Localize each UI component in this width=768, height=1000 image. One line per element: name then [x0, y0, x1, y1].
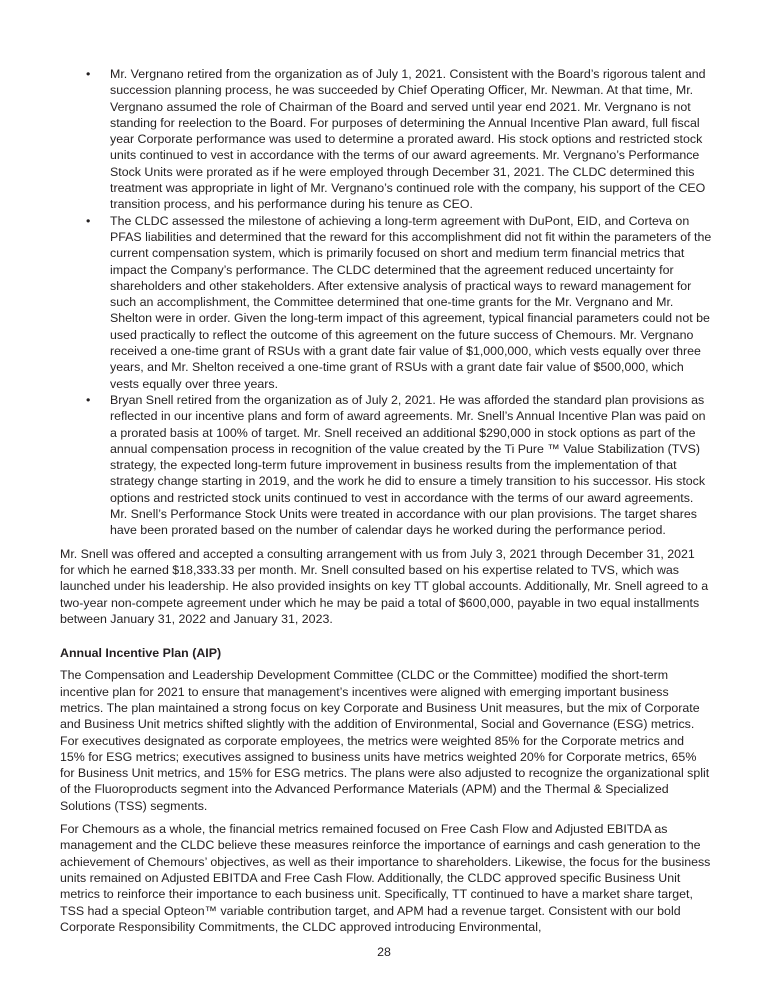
bullet-icon: •	[86, 392, 91, 407]
aip-section-heading: Annual Incentive Plan (AIP)	[60, 646, 222, 661]
document-page	[60, 66, 712, 935]
bullet-text: Bryan Snell retired from the organization as of July 2, 2021. He was afforded the standard plan provisions as reflected in our incentive plans and form of award agreements. Mr. Snell’s Annual Incentive Plan was paid on a prorated basis at 100% of target. Mr. Snell received an additional $290,000 in stock options as part of the annual compensation process in recognition of the value created by the Ti Pure ™ Value Stabilization (TVS) strategy, the expected long-term future improvement in business results from the implementation of that strategy change starting in 2019, and the work he did to ensure a timely transition to his successor. His stock options and restricted stock units continued to vest in accordance with the terms of our award agreements. Mr. Snell’s Performance Stock Units were treated in accordance with our plan provisions. The target shares have been prorated based on the number of calendar days he worked during the performance period.	[110, 392, 706, 538]
snell-consulting-paragraph: Mr. Snell was offered and accepted a consulting arrangement with us from July 3, 2021 through December 31, 2021 for which he earned $18,333.33 per month. Mr. Snell consulted based on his expertise related to TVS, which was launched under his leadership. He also provided insights on key TT global accounts. Additionally, Mr. Snell agreed to a two-year non-compete agreement under which he may be paid a total of $600,000, payable in two equal installments between January 31, 2022 and January 31, 2023.	[60, 546, 709, 626]
retirement-bullet-list	[60, 66, 712, 539]
bullet-item-vergnano-retirement	[60, 66, 712, 213]
bullet-text: The CLDC assessed the milestone of achieving a long-term agreement with DuPont, EID, and Corteva on PFAS liabilities and determined that the reward for this accomplishment did not fit within the parameters of the current compensation system, which is primarily focused on short and medium term financial metrics that impact the Company’s performance. The CLDC determined that the agreement reduced uncertainty for shareholders and other stakeholders. After extensive analysis of practical ways to reward management for such an accomplishment, the Committee determined that one-time grants for the Mr. Vergnano and Mr. Shelton were in order. Given the long-term impact of this agreement, typical financial parameters could not be used practically to reflect the outcome of this agreement on the future success of Chemours. Mr. Vergnano received a one-time grant of RSUs with a grant date fair value of $1,000,000, which vests equally over three years, and Mr. Shelton received a one-time grant of RSUs with a grant date fair value of $500,000, which vests equally over three years.	[110, 213, 712, 391]
bullet-item-snell-retirement	[60, 392, 712, 539]
bullet-item-pfas-agreement-grants	[60, 213, 712, 392]
bullet-icon: •	[86, 67, 91, 81]
aip-paragraph: The Compensation and Leadership Development Committee (CLDC or the Committee) modified the short-term incentive plan for 2021 to ensure that management’s incentives were aligned with emerging important business metrics. The plan maintained a strong focus on key Corporate and Business Unit measures, but the mix of Corporate and Business Unit metrics shifted slightly with the addition of Environmental, Social and Governance (ESG) metrics. For executives designated as corporate employees, the metrics were weighted 85% for the Corporate metrics and 15% for ESG metrics; executives assigned to business units have metrics weighted 20% for Corporate metrics, 65% for Business Unit metrics, and 15% for ESG metrics. The plans were also adjusted to recognize the organizational split of the Fluoroproducts segment into the Advanced Performance Materials (APM) and the Thermal & Specialized Solutions (TSS) segments.	[60, 668, 710, 813]
page-number: 28	[377, 945, 391, 959]
aip-paragraph: For Chemours as a whole, the financial metrics remained focused on Free Cash Flow and Adjusted EBITDA as management and the CLDC believe these measures reinforce the importance of earnings and cash generation to the achievement of Chemours’ objectives, as well as their importance to shareholders. Likewise, the focus for the business units remained on Adjusted EBITDA and Free Cash Flow. Additionally, the CLDC approved specific Business Unit metrics to reinforce their importance to each business unit. Specifically, TT continued to have a market share target, TSS had a special Opteon™ variable contribution target, and APM had a revenue target. Consistent with our bold Corporate Responsibility Commitments, the CLDC approved introducing Environmental,	[60, 822, 711, 934]
bullet-icon: •	[86, 213, 91, 228]
bullet-text: Mr. Vergnano retired from the organization as of July 1, 2021. Consistent with the Board’s rigorous talent and succession planning process, he was succeeded by Chief Operating Officer, Mr. Newman. At that time, Mr. Vergnano assumed the role of Chairman of the Board and served until year end 2021. Mr. Vergnano is not standing for reelection to the Board. For purposes of determining the Annual Incentive Plan award, full fiscal year Corporate performance was used to determine a prorated award. His stock options and restricted stock units continued to vest in accordance with the terms of our award agreements. Mr. Vergnano’s Performance Stock Units were prorated as if he were employed through December 31, 2021. The CLDC determined this treatment was appropriate in light of Mr. Vergnano’s continued role with the company, his support of the CEO transition process, and his performance during his tenure as CEO.	[110, 67, 706, 212]
